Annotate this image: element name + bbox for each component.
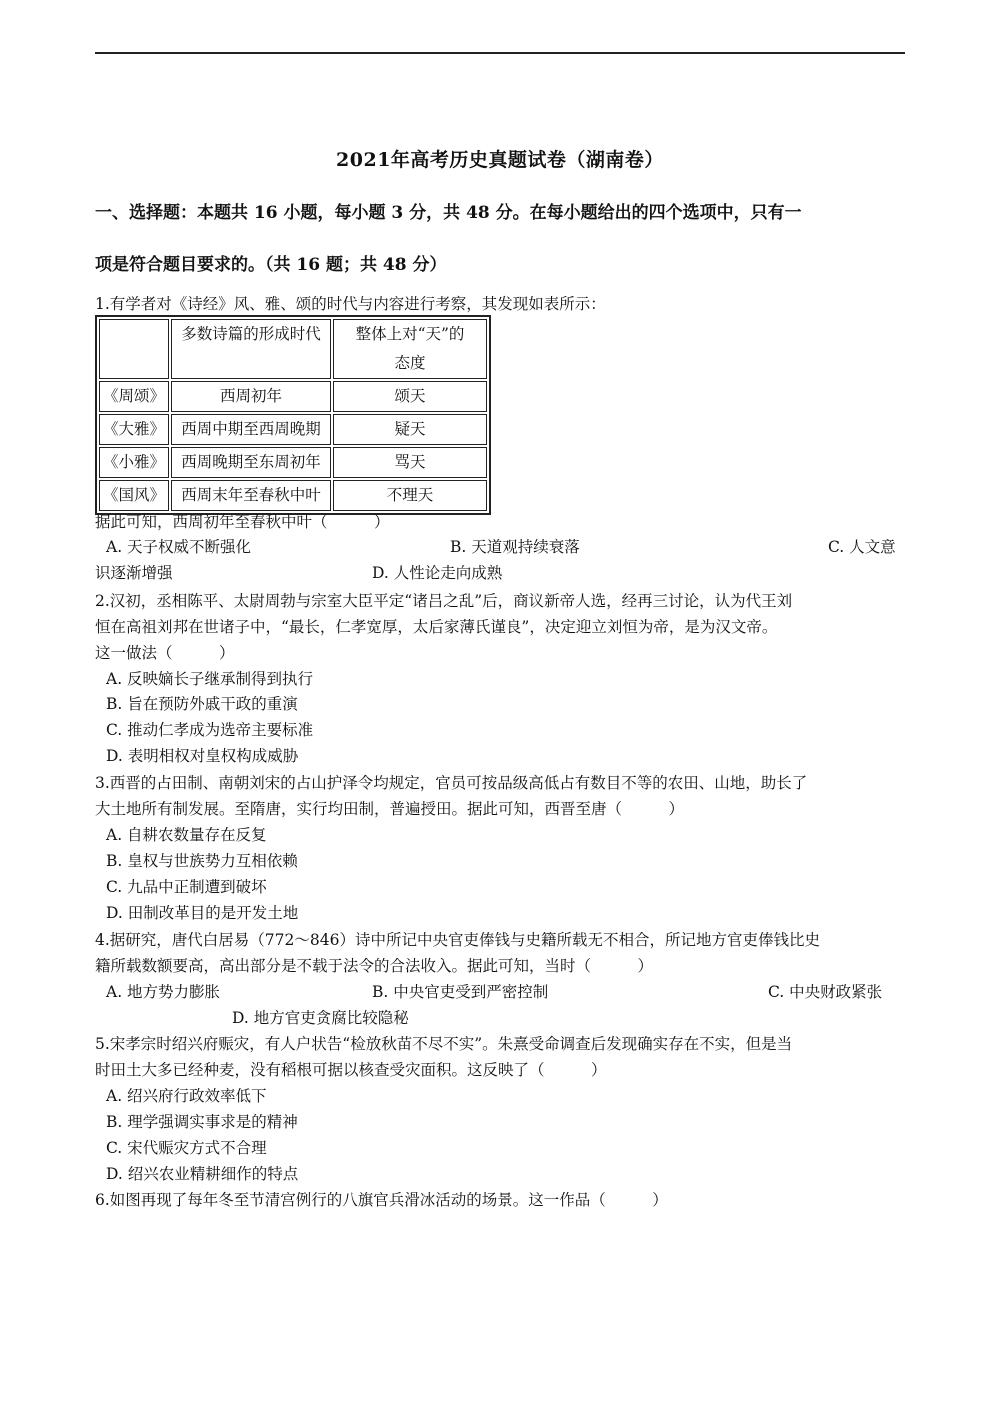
q3-stem-line1: 3.西晋的占田制、南朝刘宋的占山护泽令均规定，官员可按品级高低占有数目不等的农田、山地，助长了 (95, 774, 808, 792)
q2-option-b[interactable]: B. 旨在预防外戚干政的重演 (106, 695, 298, 713)
table-cell: 西周初年 (171, 381, 331, 412)
q4-option-b[interactable]: B. 中央官吏受到严密控制 (372, 983, 549, 1001)
table-row (99, 381, 487, 412)
table-cell: 不理天 (333, 480, 487, 511)
header-era-text: 多数诗篇的形成时代 (181, 325, 321, 343)
table-header-row (99, 319, 487, 379)
table-cell: 《国风》 (99, 480, 169, 511)
q3-option-c[interactable]: C. 九品中正制遭到破坏 (106, 878, 267, 896)
q5-option-d[interactable]: D. 绍兴农业精耕细作的特点 (106, 1165, 299, 1183)
q2-stem-line3: 这一做法（ ） (95, 644, 235, 662)
q2-option-a[interactable]: A. 反映嫡长子继承制得到执行 (106, 670, 314, 688)
q1-option-a[interactable]: A. 天子权威不断强化 (106, 538, 252, 556)
q1-option-c[interactable]: C. 人文意 (828, 538, 896, 556)
q2-option-d[interactable]: D. 表明相权对皇权构成威胁 (106, 747, 299, 765)
top-rule (95, 52, 905, 54)
table-header-cell-attitude (333, 319, 487, 379)
q5-stem-line2: 时田土大多已经种麦，没有稻根可据以核查受灾面积。这反映了（ ） (95, 1061, 607, 1079)
table-cell: 西周末年至春秋中叶 (171, 480, 331, 511)
q3-option-d[interactable]: D. 田制改革目的是开发土地 (106, 904, 299, 922)
q6-stem-line1: 6.如图再现了每年冬至节清宫例行的八旗官兵滑冰活动的场景。这一作品（ ） (95, 1191, 668, 1209)
table-cell: 西周晚期至东周初年 (171, 447, 331, 478)
table-header-cell-era (171, 319, 331, 379)
q1-followup: 据此可知，西周初年至春秋中叶（ ） (95, 513, 390, 531)
table-cell: 《小雅》 (99, 447, 169, 478)
section-header-line1: 一、选择题：本题共 16 小题，每小题 3 分，共 48 分。在每小题给出的四个选项中，只有一 (95, 203, 802, 223)
table-cell: 《大雅》 (99, 414, 169, 445)
q3-option-b[interactable]: B. 皇权与世族势力互相依赖 (106, 852, 298, 870)
q1-table (95, 315, 491, 515)
q2-stem-line2: 恒在高祖刘邦在世诸子中，“最长，仁孝宽厚，太后家薄氏谨良”，决定迎立刘恒为帝，是为汉文帝。 (95, 618, 778, 636)
q3-option-a[interactable]: A. 自耕农数量存在反复 (106, 826, 267, 844)
q4-option-d[interactable]: D. 地方官吏贪腐比较隐秘 (232, 1009, 409, 1027)
q1-option-d[interactable]: D. 人性论走向成熟 (372, 564, 503, 582)
table-header-cell-empty (99, 319, 169, 379)
q1-stem: 1.有学者对《诗经》风、雅、颂的时代与内容进行考察，其发现如表所示： (95, 295, 606, 313)
table-row (99, 447, 487, 478)
table-cell: 颂天 (333, 381, 487, 412)
table-cell: 《周颂》 (99, 381, 169, 412)
q4-option-a[interactable]: A. 地方势力膨胀 (106, 983, 221, 1001)
q2-option-c[interactable]: C. 推动仁孝成为选帝主要标准 (106, 721, 314, 739)
section-header-line2: 项是符合题目要求的。（共 16 题；共 48 分） (95, 255, 447, 275)
table-cell: 骂天 (333, 447, 487, 478)
q2-stem-line1: 2.汉初，丞相陈平、太尉周勃与宗室大臣平定“诸吕之乱”后，商议新帝人选，经再三讨论，认为代王刘 (95, 592, 793, 610)
q5-option-b[interactable]: B. 理学强调实事求是的精神 (106, 1113, 298, 1131)
header-attitude-text-1: 整体上对“天”的 (355, 325, 465, 343)
q4-stem-line1: 4.据研究，唐代白居易（772～846）诗中所记中央官吏俸钱与史籍所载无不相合，所记地方官吏俸钱比史 (95, 931, 820, 949)
q1-option-c-continued: 识逐渐增强 (95, 564, 173, 582)
header-attitude-text-2: 态度 (394, 354, 426, 372)
q5-stem-line1: 5.宋孝宗时绍兴府赈灾，有人户状告“检放秋苗不尽不实”。朱熹受命调查后发现确实存在不实，但是当 (95, 1035, 793, 1053)
table-cell: 疑天 (333, 414, 487, 445)
page-title: 2021年高考历史真题试卷（湖南卷） (336, 149, 664, 171)
q4-option-c[interactable]: C. 中央财政紧张 (768, 983, 883, 1001)
table-row (99, 480, 487, 511)
q5-option-a[interactable]: A. 绍兴府行政效率低下 (106, 1087, 267, 1105)
q4-stem-line2: 籍所载数额要高，高出部分是不载于法令的合法收入。据此可知，当时（ ） (95, 957, 654, 975)
table-row (99, 414, 487, 445)
table-cell: 西周中期至西周晚期 (171, 414, 331, 445)
q5-option-c[interactable]: C. 宋代赈灾方式不合理 (106, 1139, 267, 1157)
q1-option-b[interactable]: B. 天道观持续衰落 (450, 538, 580, 556)
q3-stem-line2: 大土地所有制发展。至隋唐，实行均田制，普遍授田。据此可知，西晋至唐（ ） (95, 800, 685, 818)
